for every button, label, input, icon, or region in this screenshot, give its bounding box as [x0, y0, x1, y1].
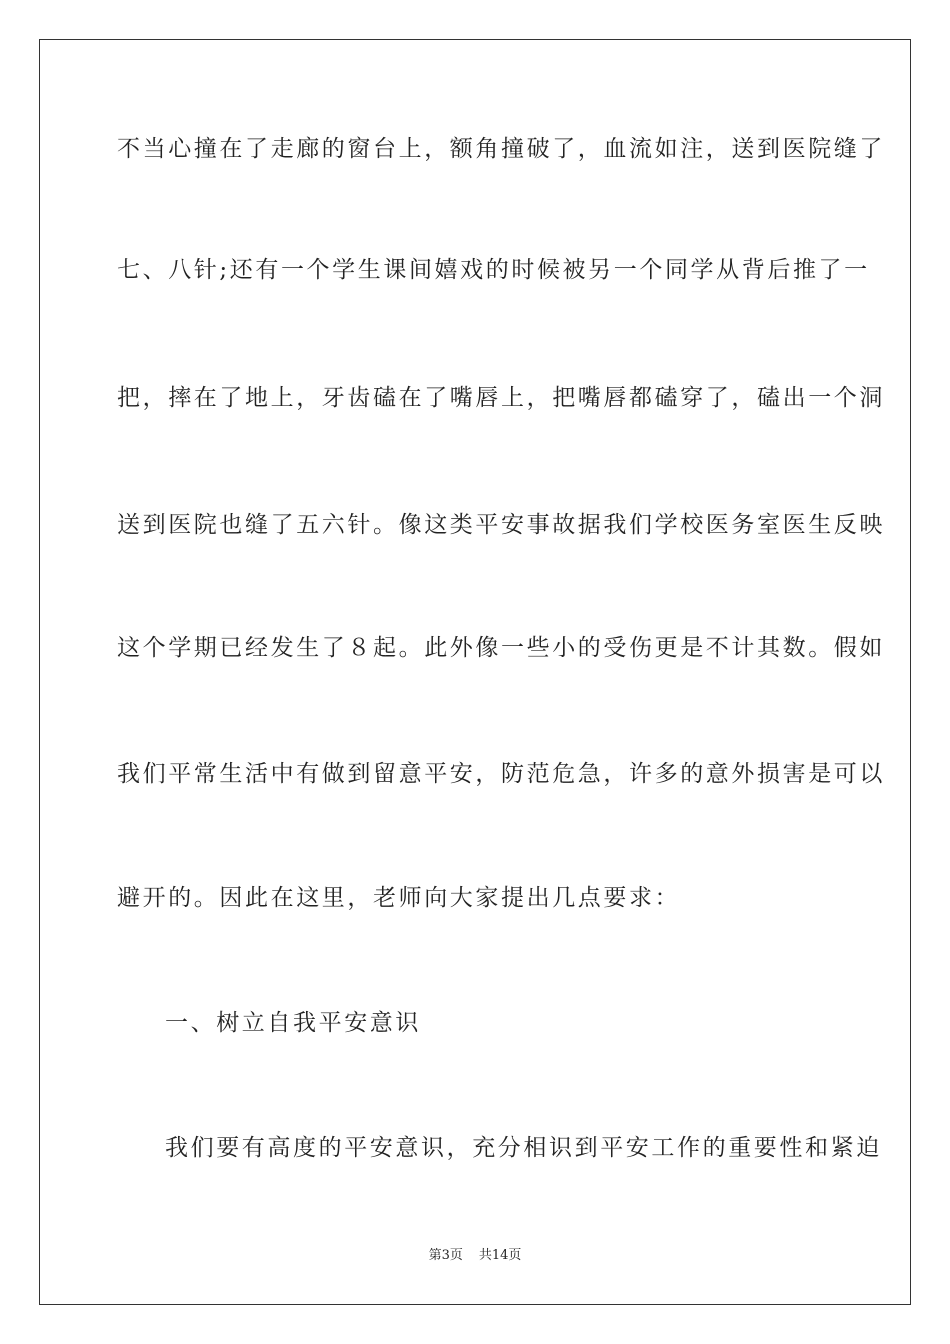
- page-footer: [0, 1244, 950, 1263]
- page-border: [39, 39, 911, 1305]
- body-line-6: 我们平常生活中有做到留意平安，防范危急，许多的意外损害是可以: [117, 761, 885, 787]
- body-line-5: 这个学期已经发生了８起。此外像一些小的受伤更是不计其数。假如: [117, 635, 885, 661]
- body-line-1: 不当心撞在了走廊的窗台上，额角撞破了，血流如注，送到医院缝了: [117, 136, 885, 162]
- page-total: 共14页: [478, 1248, 522, 1263]
- body-line-7: 避开的。因此在这里，老师向大家提出几点要求：: [117, 885, 681, 911]
- page-number: 第3页: [428, 1248, 463, 1263]
- body-line-2: 七、八针;还有一个学生课间嬉戏的时候被另一个同学从背后推了一: [117, 257, 870, 283]
- body-line-3: 把，摔在了地上，牙齿磕在了嘴唇上，把嘴唇都磕穿了，磕出一个洞: [117, 385, 885, 411]
- body-line-9: 我们要有高度的平安意识，充分相识到平安工作的重要性和紧迫: [165, 1135, 882, 1161]
- section-heading: 一、树立自我平安意识: [165, 1010, 421, 1036]
- body-line-4: 送到医院也缝了五六针。像这类平安事故据我们学校医务室医生反映: [117, 512, 885, 538]
